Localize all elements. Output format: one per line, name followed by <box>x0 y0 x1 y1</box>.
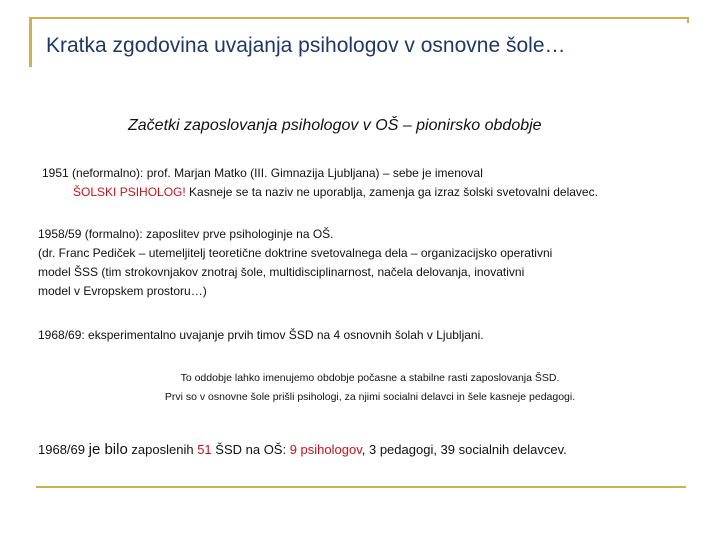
school-psychologist-highlight: ŠOLSKI PSIHOLOG! <box>73 185 186 199</box>
slide-subtitle: Začetki zaposlovanja psihologov v OŠ – pionirsko obdobje <box>128 117 542 134</box>
bottom-rule <box>36 486 686 488</box>
paragraph-1958-line: model v Evropskem prostoru…) <box>38 284 207 298</box>
summary-line <box>38 441 567 458</box>
summary-psychologists-count: 9 psihologov <box>289 442 362 457</box>
summary-text-3: , 3 pedagogi, 39 socialnih delavcev. <box>361 442 567 457</box>
summary-text-2: ŠSD na OŠ: <box>211 442 290 457</box>
paragraph-1968: 1968/69: eksperimentalno uvajanje prvih timov ŠSD na 4 osnovnih šolah v Ljubljani. <box>38 328 484 342</box>
paragraph-1951-line1: 1951 (neformalno): prof. Marjan Matko (III. Gimnazija Ljubljana) – sebe je imenoval <box>42 166 483 180</box>
paragraph-1958-line: model ŠSS (tim strokovnjakov znotraj šole, multidisciplinarnost, načela delovanja, inovativni <box>38 265 525 279</box>
summary-year: 1968/69 <box>38 442 89 457</box>
paragraph-1951-line2-rest: Kasneje se ta naziv ne uporablja, zamenja ga izraz šolski svetovalni delavec. <box>185 185 598 199</box>
period-note <box>160 369 580 407</box>
frame-right-rule <box>687 17 689 23</box>
period-note-line2: Prvi so v osnovne šole prišli psihologi, za njimi socialni delavci in šele kasneje pedagogi. <box>164 391 576 403</box>
paragraph-1951-line2 <box>42 183 598 202</box>
summary-verb: je bilo <box>88 441 128 458</box>
period-note-line1: To oddobje lahko imenujemo obdobje počasne a stabilne rasti zaposlovanja ŠSD. <box>180 372 560 384</box>
frame-top-rule <box>29 17 689 19</box>
summary-text-1: zaposlenih <box>127 442 198 457</box>
frame-left-rule <box>29 17 32 67</box>
paragraph-1951 <box>42 164 598 202</box>
paragraph-1958-line: 1958/59 (formalno): zaposlitev prve psihologinje na OŠ. <box>38 227 334 241</box>
paragraph-1958-line: (dr. Franc Pediček – utemeljitelj teoretične doktrine svetovalnega dela – organizacijsko operativni <box>38 246 553 260</box>
summary-total-count: 51 <box>197 442 212 457</box>
slide-title: Kratka zgodovina uvajanja psihologov v osnovne šole… <box>46 34 566 57</box>
paragraph-1958 <box>38 225 552 301</box>
